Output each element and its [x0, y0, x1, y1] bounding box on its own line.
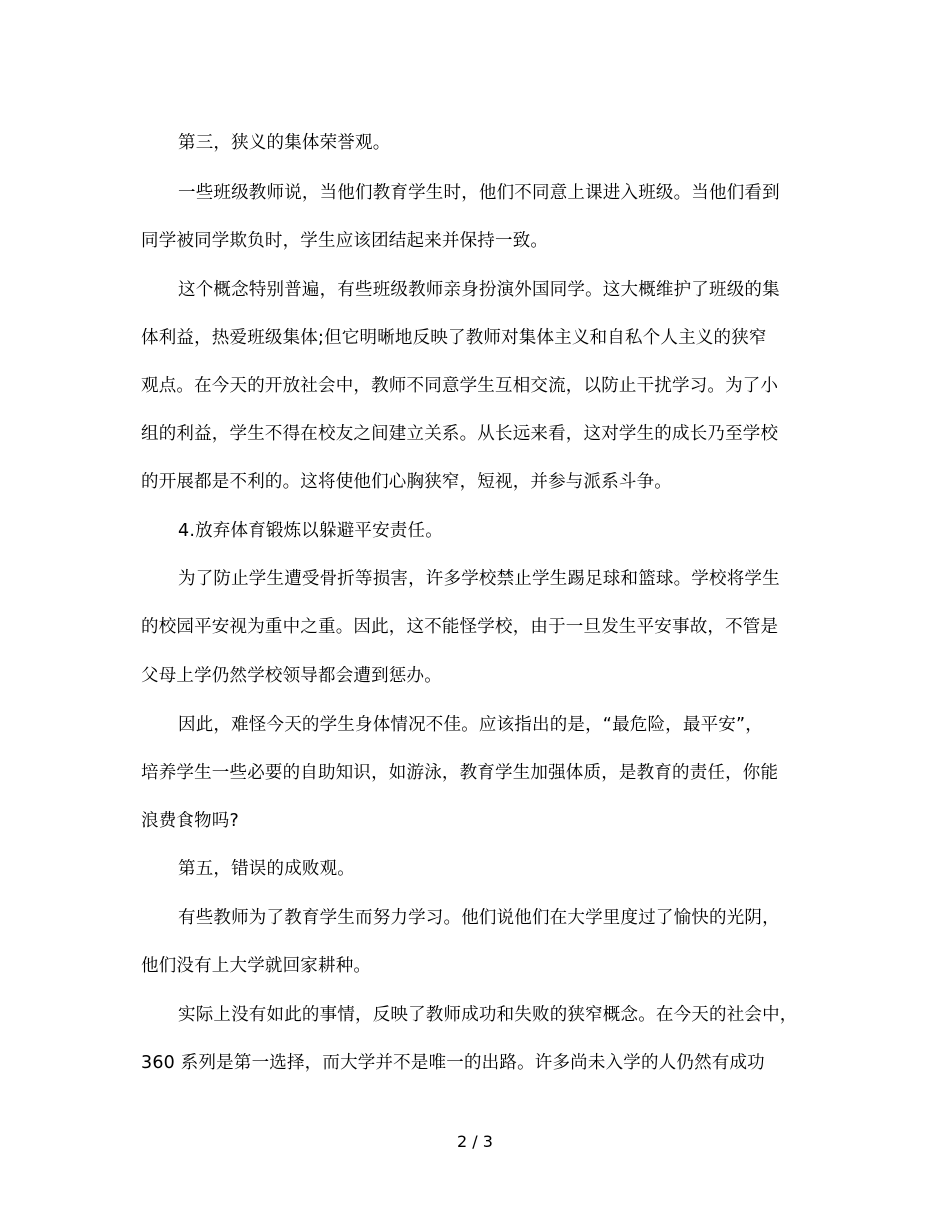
text-line: 一些班级教师说，当他们教育学生时，他们不同意上课进入班级。当他们看到 [178, 183, 780, 203]
text-line: 体利益，热爱班级集体;但它明晰地反映了教师对集体主义和自私个人主义的狭窄 [141, 328, 767, 348]
text-line: 因此，难怪今天的学生身体情况不佳。应该指出的是，“最危险，最平安”， [178, 715, 763, 735]
text-line: 第五，错误的成败观。 [178, 859, 355, 879]
text-line: 培养学生一些必要的自助知识，如游泳，教育学生加强体质，是教育的责任，你能 [141, 763, 779, 783]
text-line: 观点。在今天的开放社会中，教师不同意学生互相交流，以防止干扰学习。为了小 [141, 376, 779, 396]
text-line: 的开展都是不利的。这将使他们心胸狭窄，短视，并参与派系斗争。 [141, 472, 672, 492]
text-line: 有些教师为了教育学生而努力学习。他们说他们在大学里度过了愉快的光阴， [178, 908, 780, 928]
text-line: 他们没有上大学就回家耕种。 [141, 956, 372, 976]
text-line: 4.放弃体育锻炼以躲避平安责任。 [178, 521, 443, 541]
text-line: 为了防止学生遭受骨折等损害，许多学校禁止学生踢足球和篮球。学校将学生 [178, 569, 780, 589]
text-line: 同学被同学欺负时，学生应该团结起来并保持一致。 [141, 231, 549, 251]
page-number: 2 / 3 [457, 1132, 493, 1151]
text-line: 浪费食物吗? [141, 811, 239, 831]
text-line: 实际上没有如此的事情，反映了教师成功和失败的狭窄概念。在今天的社会中， [178, 1005, 798, 1025]
text-line: 的校园平安视为重中之重。因此，这不能怪学校，由于一旦发生平安事故，不管是 [141, 617, 779, 637]
text-line: 这个概念特别普遍，有些班级教师亲身扮演外国同学。这大概维护了班级的集 [178, 280, 780, 300]
text-line: 父母上学仍然学校领导都会遭到惩办。 [141, 666, 442, 686]
text-line: 组的利益，学生不得在校友之间建立关系。从长远来看，这对学生的成长乃至学校 [141, 424, 779, 444]
text-line: 360 系列是第一选择，而大学并不是唯一的出路。许多尚未入学的人仍然有成功 [141, 1053, 765, 1073]
text-line: 第三，狭义的集体荣誉观。 [178, 133, 391, 153]
